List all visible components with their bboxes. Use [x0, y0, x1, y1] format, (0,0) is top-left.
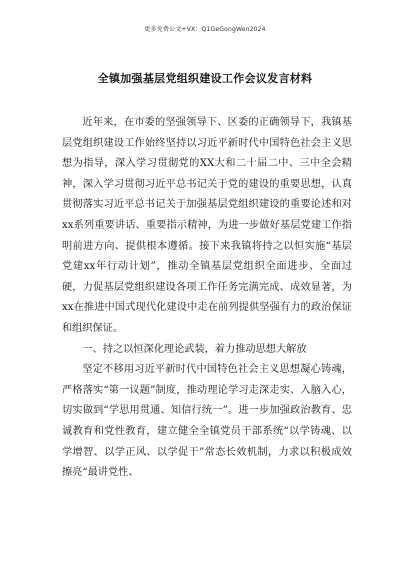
- paragraph-section-one: 坚定不移用习近平新时代中国特色社会主义思想凝心铸魂，严格落实“第一议题”制度，推动理论学习走深走实、入脑入心，切实做到“学思用贯通、知信行统一”。进一步加强政治教育、忠诚教育和党性教育，建立健全全镇党员干部系统“以学铸魂、以学增智、以学正风、以学促干”常态长效机制，力求以积极成效擦亮“最讲党性、: [62, 364, 352, 479]
- section-heading: 一、持之以恒深化理论武装，着力推动思想大解放: [82, 343, 307, 355]
- paragraph-intro: 近年来，在市委的坚强领导下、区委的正确领导下，我镇基层党组织建设工作始终坚持以习近平新时代中国特色社会主义思想为指导，深入学习贯彻党的XX大和二十届二中、三中全会精神，深入学习贯彻习近平总书记关于党的建设的重要思想，认真贯彻落实习近平总书记关于加强基层党组织建设的重要论述和对xx系列重要讲话、重要指示精神，为进一步做好基层党建工作指明前进方向、提供根本遵循。接下来我镇将持之以恒实施“基层党建xx年行动计划”，推动全镇基层党组织全面进步、全面过硬，力促基层党组织建设各项工作任务完满完成、成效显著，为xx在推进中国式现代化建设中走在前列提供坚强有力的政治保证和组织保证。: [62, 117, 352, 334]
- document-body: [62, 113, 352, 484]
- document-title: 全镇加强基层党组织建设工作会议发言材料: [97, 72, 313, 85]
- header-note: 更多免费公文+VX：Q1GeGongWen2024: [144, 26, 266, 33]
